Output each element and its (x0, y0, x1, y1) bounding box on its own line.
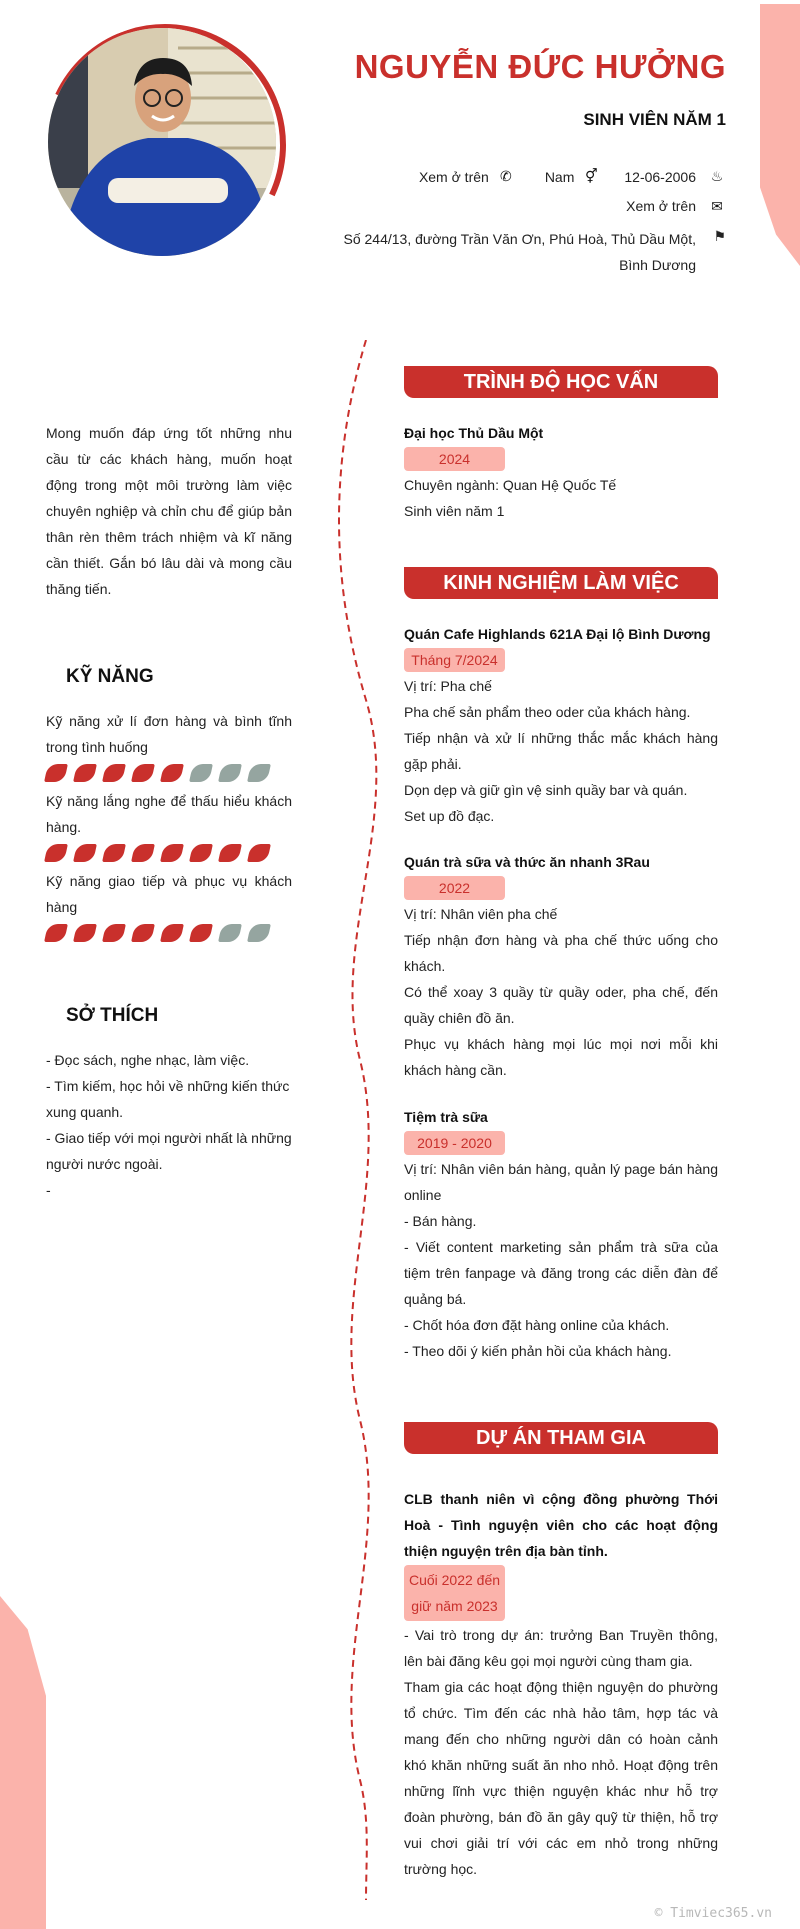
job-line: Vị trí: Nhân viên bán hàng, quản lý page bán hàng online (404, 1161, 718, 1203)
contact-line-2 (626, 198, 696, 214)
job-line: - Bán hàng. (404, 1213, 477, 1229)
projects-banner: DỰ ÁN THAM GIA (404, 1422, 718, 1454)
decorative-corner-top (760, 4, 800, 266)
job-org: Tiệm trà sữa (404, 1109, 488, 1125)
hobby-line: - Tìm kiếm, học hỏi về những kiến thức xung quanh. (46, 1078, 290, 1120)
email-text: Xem ở trên (626, 198, 696, 214)
gender-text: Nam (544, 168, 575, 185)
skill-rating (46, 844, 292, 862)
skill-dot (44, 764, 68, 782)
job-date: 2022 (404, 876, 505, 900)
contact-line-1 (419, 168, 696, 185)
hobby-line: - Giao tiếp với mọi người nhất là những người nước ngoài. (46, 1130, 292, 1172)
skill-dot (247, 924, 271, 942)
experience-banner: KINH NGHIỆM LÀM VIỆC (404, 567, 718, 599)
skill-dot (73, 844, 97, 862)
skill-dot (189, 924, 213, 942)
email-icon-wrap (700, 198, 726, 215)
skill-dot (102, 764, 126, 782)
school-name: Đại học Thủ Dầu Một (404, 425, 544, 441)
skill-rating (46, 764, 292, 782)
avatar (48, 28, 276, 256)
job-line: Có thể xoay 3 quầy từ quầy oder, pha chế, đến quầy chiên đồ ăn. (404, 984, 718, 1026)
skill-dot (73, 924, 97, 942)
skill-dot (102, 924, 126, 942)
skill-item (46, 708, 292, 782)
skill-dot (189, 764, 213, 782)
candidate-name: NGUYỄN ĐỨC HƯỞNG (354, 48, 726, 85)
cake-icon: ♨ (710, 168, 724, 184)
phone-icon: ✆ (499, 168, 512, 184)
skill-rating (46, 924, 292, 942)
phone-text: Xem ở trên (418, 168, 489, 185)
education-date: 2024 (404, 447, 505, 471)
job-line: - Chốt hóa đơn đặt hàng online của khách. (404, 1317, 670, 1333)
decorative-corner-bottom (0, 1596, 46, 1929)
job-line: Dọn dẹp và giữ gìn vệ sinh quầy bar và quán. (404, 782, 688, 798)
job-date: 2019 - 2020 (404, 1131, 505, 1155)
job-line: - Theo dõi ý kiến phản hồi của khách hàng. (404, 1343, 672, 1359)
job-line: Tiếp nhận đơn hàng và pha chế thức uống cho khách. (404, 932, 718, 974)
skill-dot (73, 764, 97, 782)
job-date: Tháng 7/2024 (404, 648, 505, 672)
skill-dot (218, 844, 242, 862)
gender-icon: ⚥ (585, 168, 598, 184)
watermark: © Timviec365.vn (654, 1906, 772, 1921)
skill-dot (44, 924, 68, 942)
wavy-divider (330, 340, 390, 1900)
skill-dot (218, 764, 242, 782)
project-line: - Vai trò trong dự án: trưởng Ban Truyền thông, lên bài đăng kêu gọi mọi người cùng tham gia. (404, 1627, 718, 1669)
education-major: Chuyên ngành: Quan Hệ Quốc Tế (404, 477, 617, 493)
map-pin-icon: ⚑ (713, 228, 726, 244)
skill-dot (189, 844, 213, 862)
skill-label: Kỹ năng giao tiếp và phục vụ khách hàng (46, 873, 292, 915)
experience-job-1 (404, 621, 718, 829)
skill-dot (160, 844, 184, 862)
skill-dot (131, 844, 155, 862)
skill-label: Kỹ năng xử lí đơn hàng và bình tĩnh trong tình huống (46, 713, 292, 755)
project-item (404, 1486, 718, 1882)
job-org: Quán trà sữa và thức ăn nhanh 3Rau (404, 854, 650, 870)
job-org: Quán Cafe Highlands 621A Đại lộ Bình Dương (404, 626, 711, 642)
hobbies-title: SỞ THÍCH (66, 1005, 159, 1026)
skill-dot (102, 844, 126, 862)
skill-dot (160, 764, 184, 782)
skills-title: KỸ NĂNG (66, 666, 154, 687)
education-year: Sinh viên năm 1 (404, 503, 505, 519)
job-line: Tiếp nhận và xử lí những thắc mắc khách hàng gặp phải. (404, 730, 718, 772)
hobby-line: - (46, 1182, 51, 1198)
education-banner: TRÌNH ĐỘ HỌC VẤN (404, 366, 718, 398)
job-line: - Viết content marketing sản phẩm trà sữa của tiệm trên fanpage và đăng trong các diễn đàn để quảng bá. (404, 1239, 718, 1307)
job-line: Vị trí: Pha chế (404, 678, 492, 694)
hobby-line: - Đọc sách, nghe nhạc, làm việc. (46, 1052, 250, 1068)
skills-list (46, 708, 292, 948)
address-text: Số 244/13, đường Trần Văn Ơn, Phú Hoà, Thủ Dầu Một, Bình Dương (343, 231, 696, 273)
project-line: Tham gia các hoạt động thiện nguyện do phường tổ chức. Tìm đến các nhà hảo tâm, hợp tác và mang đến cho những người dân có hoàn cảnh khó khăn những suất ăn nho nhỏ. Hoạt động trên những lĩnh vực thiện nguyện khác như hỗ trợ đoàn phường, bán đồ ăn gây quỹ từ thiện, hỗ trợ vui chơi giải trí với các em nhỏ trong những trường học. (404, 1679, 718, 1877)
job-line: Set up đồ đạc. (404, 808, 495, 824)
project-org: CLB thanh niên vì cộng đồng phường Thới Hoà - Tình nguyện viên cho các hoạt động thiện nguyện trên địa bàn tỉnh. (404, 1491, 718, 1559)
skill-dot (131, 924, 155, 942)
skill-dot (247, 844, 271, 862)
job-line: Phục vụ khách hàng mọi lúc mọi nơi mỗi khi khách hàng cần. (404, 1036, 718, 1078)
education-section (404, 420, 718, 524)
skill-dot (247, 764, 271, 782)
envelope-icon: ✉ (711, 198, 723, 214)
birthday-text: 12-06-2006 (624, 168, 696, 185)
job-line: Vị trí: Nhân viên pha chế (404, 906, 558, 922)
skill-label: Kỹ năng lắng nghe để thấu hiểu khách hàng. (46, 793, 292, 835)
skill-dot (160, 924, 184, 942)
skill-dot (218, 924, 242, 942)
hobbies-list (46, 1047, 292, 1203)
skill-item (46, 788, 292, 862)
experience-job-3 (404, 1104, 718, 1364)
objective-text: Mong muốn đáp ứng tốt những nhu cầu từ các khách hàng, muốn hoạt động trong một môi trường làm việc chuyên nghiệp và chỉn chu để giúp bản thân rèn thêm trách nhiệm và kĩ năng cần thiết. Gắn bó lâu dài và mong cầu thăng tiến. (46, 425, 292, 597)
candidate-title: SINH VIÊN NĂM 1 (583, 110, 726, 129)
project-date: Cuối 2022 đến giữ năm 2023 (404, 1565, 505, 1621)
birthday-icon-wrap (700, 168, 726, 185)
job-line: Pha chế sản phẩm theo oder của khách hàng. (404, 704, 691, 720)
skill-item (46, 868, 292, 942)
experience-job-2 (404, 849, 718, 1083)
skill-dot (131, 764, 155, 782)
skill-dot (44, 844, 68, 862)
